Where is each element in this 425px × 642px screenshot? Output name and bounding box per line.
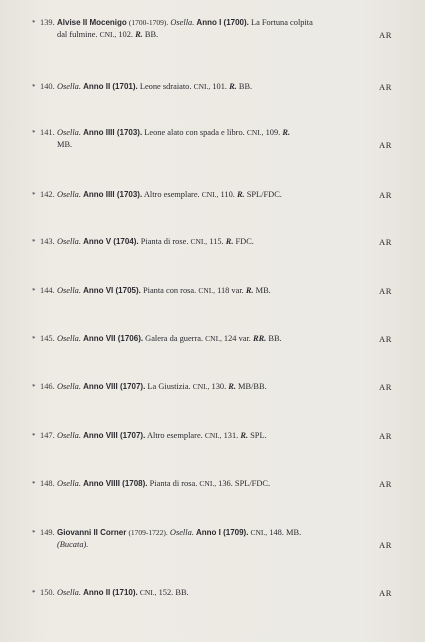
coin-subject: Galera da guerra. — [145, 334, 204, 343]
lot-number: 146. — [40, 382, 55, 391]
coin-type: Osella. — [57, 382, 81, 391]
rarity: R. — [245, 286, 254, 295]
star-marker: * — [32, 432, 36, 440]
grade: MB/BB. — [238, 382, 267, 391]
metal-code: AR — [379, 140, 392, 150]
star-marker: * — [32, 83, 36, 91]
entry-description — [57, 527, 390, 539]
entry-description-line2 — [57, 539, 88, 551]
grade: BB. — [175, 588, 189, 597]
metal-code: AR — [379, 82, 392, 92]
reference-label: CNI., — [193, 82, 211, 91]
coin-type: Osella. — [57, 286, 81, 295]
metal-code: AR — [379, 237, 392, 247]
coin-type: Osella. — [170, 18, 195, 27]
lot-number: 143. — [40, 237, 55, 246]
grade: BB. — [144, 30, 159, 39]
metal-code: AR — [379, 479, 392, 489]
grade: SPL/FDC. — [246, 190, 282, 199]
grade: SPL/FDC. — [234, 479, 271, 488]
reference-number: 101. — [212, 82, 227, 91]
reference-label: CNI., — [192, 382, 210, 391]
star-marker: * — [32, 383, 36, 391]
entry-description — [57, 17, 390, 29]
star-marker: * — [32, 287, 36, 295]
lot-number: 142. — [40, 190, 55, 199]
metal-code: AR — [379, 382, 392, 392]
coin-year: Anno II (1710). — [83, 588, 138, 597]
lot-number: 147. — [40, 431, 55, 440]
reference-number: 124 var. — [223, 334, 251, 343]
star-marker: * — [32, 335, 36, 343]
coin-type: Osella. — [57, 128, 81, 137]
reference-number: 110. — [220, 190, 235, 199]
reference-number: 131. — [223, 431, 239, 440]
lot-number: 144. — [40, 286, 55, 295]
lot-number: 150. — [40, 588, 55, 597]
coin-subject: La Fortuna colpita — [250, 18, 313, 27]
star-marker: * — [32, 589, 36, 597]
coin-subject: Leone alato con spada e libro. — [144, 128, 245, 137]
entry-description-line2 — [57, 139, 72, 151]
coin-type: Osella. — [57, 479, 81, 488]
entry-description — [57, 236, 390, 248]
lot-number: 148. — [40, 479, 55, 488]
coin-subject: Leone sdraiato. — [139, 82, 192, 91]
metal-code: AR — [379, 588, 392, 598]
metal-code: AR — [379, 431, 392, 441]
coin-year: Anno IIII (1703). — [83, 190, 143, 199]
ruler-name: Giovanni II Corner — [57, 528, 127, 537]
reference-number: 136. — [218, 479, 233, 488]
star-marker: * — [32, 19, 36, 27]
rarity: R. — [240, 431, 249, 440]
rarity: RR. — [253, 334, 267, 343]
reign-dates: (1700-1709). — [128, 18, 169, 27]
lot-number: 149. — [40, 528, 55, 537]
coin-subject: Pianta di rose. — [140, 237, 189, 246]
coin-type: Osella. — [57, 82, 81, 91]
grade: MB. — [57, 140, 73, 149]
coin-year: Anno I (1700). — [196, 18, 249, 27]
coin-year: Anno VII (1706). — [83, 334, 144, 343]
ruler-name: Alvise II Mocenigo — [57, 18, 127, 27]
star-marker: * — [32, 191, 36, 199]
rarity: R. — [225, 237, 234, 246]
reference-label: CNI., — [246, 128, 264, 137]
grade: MB. — [286, 528, 302, 537]
star-marker: * — [32, 129, 36, 137]
reference-label: CNI., — [250, 528, 268, 537]
metal-code: AR — [379, 190, 392, 200]
reference-label: CNI., — [99, 30, 117, 39]
entry-description — [57, 381, 390, 393]
rarity: R. — [229, 82, 237, 91]
coin-subject: Pianta con rosa. — [142, 286, 197, 295]
coin-subject: Pianta di rosa. — [149, 479, 198, 488]
coin-subject: Altro esemplare. — [146, 431, 203, 440]
star-marker: * — [32, 529, 36, 537]
reference-label: CNI., — [204, 431, 222, 440]
metal-code: AR — [379, 30, 392, 40]
coin-year: Anno II (1701). — [83, 82, 138, 91]
coin-year: Anno VIII (1707). — [83, 382, 146, 391]
coin-year: Anno IIII (1703). — [83, 128, 143, 137]
reign-dates: (1709-1722). — [128, 528, 168, 537]
entry-description — [57, 81, 390, 93]
coin-subject: Altro esemplare. — [143, 190, 200, 199]
coin-year: Anno VIIII (1708). — [83, 479, 148, 488]
entry-description — [57, 127, 390, 139]
coin-year: Anno I (1709). — [195, 528, 249, 537]
coin-type: Osella. — [57, 431, 81, 440]
entry-description — [57, 285, 390, 297]
metal-code: AR — [379, 286, 392, 296]
reference-number: 130. — [211, 382, 227, 391]
reference-label: CNI., — [201, 190, 219, 199]
grade: BB. — [238, 82, 253, 91]
lot-number: 145. — [40, 334, 55, 343]
grade: BB. — [268, 334, 282, 343]
coin-year: Anno VIII (1707). — [83, 431, 146, 440]
coin-year: Anno VI (1705). — [83, 286, 141, 295]
coin-type: Osella. — [57, 334, 81, 343]
rarity: R. — [282, 128, 291, 137]
coin-type: Osella. — [169, 528, 194, 537]
lot-number: 141. — [40, 128, 55, 137]
entry-description — [57, 333, 390, 345]
lot-number: 140. — [40, 82, 55, 91]
coin-subject: La Giustizia. — [147, 382, 191, 391]
coin-type: Osella. — [57, 588, 81, 597]
reference-number: 148. — [269, 528, 284, 537]
reference-number: 115. — [209, 237, 224, 246]
grade: SPL. — [250, 431, 267, 440]
reference-label: CNI., — [205, 334, 222, 343]
entry-description-line2 — [57, 29, 158, 41]
reference-number: 118 var. — [217, 286, 244, 295]
star-marker: * — [32, 238, 36, 246]
reference-number: 102. — [118, 30, 133, 39]
reference-label: CNI., — [199, 479, 217, 488]
condition-note: (Bucata). — [57, 540, 89, 549]
reference-label: CNI., — [139, 588, 157, 597]
metal-code: AR — [379, 334, 392, 344]
entry-description — [57, 189, 390, 201]
grade: FDC. — [235, 237, 254, 246]
coin-type: Osella. — [57, 237, 81, 246]
entry-description — [57, 478, 390, 490]
entry-description — [57, 430, 390, 442]
reference-number: 152. — [158, 588, 174, 597]
rarity: R. — [135, 30, 143, 39]
reference-label: CNI., — [198, 286, 215, 295]
rarity: R. — [228, 382, 236, 391]
coin-type: Osella. — [57, 190, 81, 199]
grade: MB. — [255, 286, 271, 295]
star-marker: * — [32, 480, 36, 488]
coin-year: Anno V (1704). — [83, 237, 139, 246]
coin-subject-continued: dal fulmine. — [57, 30, 98, 39]
reference-number: 109. — [265, 128, 281, 137]
reference-label: CNI., — [190, 237, 208, 246]
metal-code: AR — [379, 540, 392, 550]
entry-description — [57, 587, 390, 599]
rarity: R. — [236, 190, 245, 199]
lot-number: 139. — [40, 18, 55, 27]
